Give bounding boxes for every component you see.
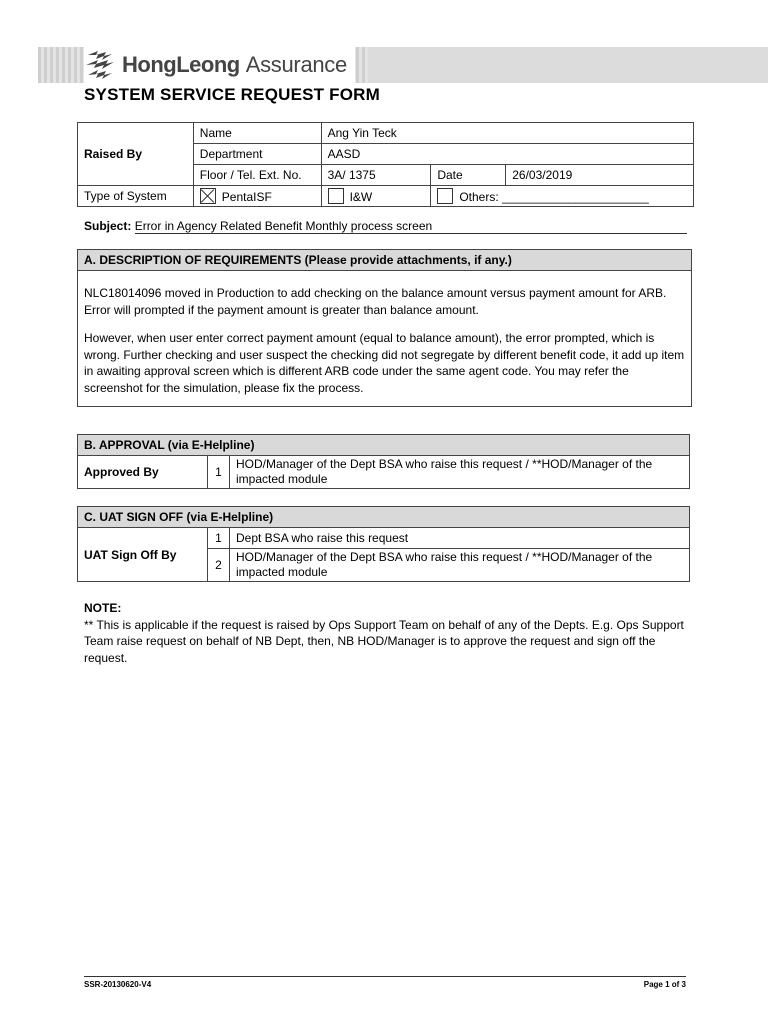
company-logo (84, 47, 355, 83)
name-label: Name (193, 123, 321, 144)
subject-label: Subject: (84, 219, 132, 233)
logo-text-bold: HongLeong (122, 52, 240, 77)
item-number: 2 (208, 549, 230, 582)
signoff-text: Dept BSA who raise this request (230, 528, 690, 549)
requirement-paragraph: However, when user enter correct payment amount (equal to balance amount), the error prompted, which is wrong. Further checking and user suspect the checking did not segregate by different benefit code, it add up item in awaiting approval screen which is different ARB code under the same agent code. You may refer the screenshot for the simulation, please fix the process. (84, 331, 685, 395)
page-footer (84, 976, 686, 989)
date-value: 26/03/2019 (506, 165, 694, 186)
system-option-label: PentaISF (221, 190, 272, 204)
system-option-others[interactable] (431, 186, 694, 207)
checkbox-icon[interactable] (437, 188, 453, 204)
type-of-system-label: Type of System (78, 186, 194, 207)
system-option-label: I&W (349, 190, 373, 204)
logo-text-regular: Assurance (245, 52, 347, 77)
document-code: SSR-20130620-V4 (84, 980, 152, 989)
raised-by-label: Raised By (78, 123, 194, 186)
approval-table (77, 434, 690, 489)
department-value: AASD (321, 144, 693, 165)
hong-leong-logo-icon (84, 49, 116, 81)
section-a-body (78, 271, 691, 406)
requirement-paragraph: NLC18014096 moved in Production to add checking on the balance amount versus payment amount for ARB. Error will prompted if the payment amount is greater than balance amount. (84, 286, 667, 317)
section-a-header: A. DESCRIPTION OF REQUIREMENTS (Please provide attachments, if any.) (78, 250, 691, 271)
name-value: Ang Yin Teck (321, 123, 693, 144)
system-option-label: Others: ______________________ (459, 190, 649, 204)
approved-by-label: Approved By (78, 456, 208, 489)
header-band-fade (368, 47, 768, 83)
date-label: Date (431, 165, 506, 186)
section-b-header: B. APPROVAL (via E-Helpline) (78, 435, 690, 456)
section-a-box (77, 249, 692, 407)
uat-sign-off-label: UAT Sign Off By (78, 528, 208, 582)
uat-signoff-table (77, 506, 690, 582)
page-title: SYSTEM SERVICE REQUEST FORM (84, 85, 381, 104)
signoff-text: HOD/Manager of the Dept BSA who raise this request / **HOD/Manager of the impacted module (230, 549, 690, 582)
system-option-pentaisf[interactable] (193, 186, 321, 207)
note-title: NOTE: (84, 601, 122, 615)
approver-text: HOD/Manager of the Dept BSA who raise this request / **HOD/Manager of the impacted module (230, 456, 690, 489)
note-text: ** This is applicable if the request is raised by Ops Support Team on behalf of any of the Depts. E.g. Ops Support Team raise request on behalf of NB Dept, then, NB HOD/Manager is to approve the request and sign off the request. (84, 617, 684, 665)
item-number: 1 (208, 528, 230, 549)
floor-ext-label: Floor / Tel. Ext. No. (193, 165, 321, 186)
subject-row (84, 219, 690, 234)
floor-ext-value: 3A/ 1375 (321, 165, 431, 186)
system-option-iw[interactable] (321, 186, 431, 207)
section-c-header: C. UAT SIGN OFF (via E-Helpline) (78, 507, 690, 528)
item-number: 1 (208, 456, 230, 489)
department-label: Department (193, 144, 321, 165)
checkbox-icon[interactable] (328, 188, 344, 204)
checked-checkbox-icon[interactable] (200, 188, 216, 204)
subject-value: Error in Agency Related Benefit Monthly process screen (135, 219, 687, 234)
note-section (84, 600, 690, 666)
raised-by-table (77, 122, 694, 207)
page-number: Page 1 of 3 (643, 980, 686, 989)
